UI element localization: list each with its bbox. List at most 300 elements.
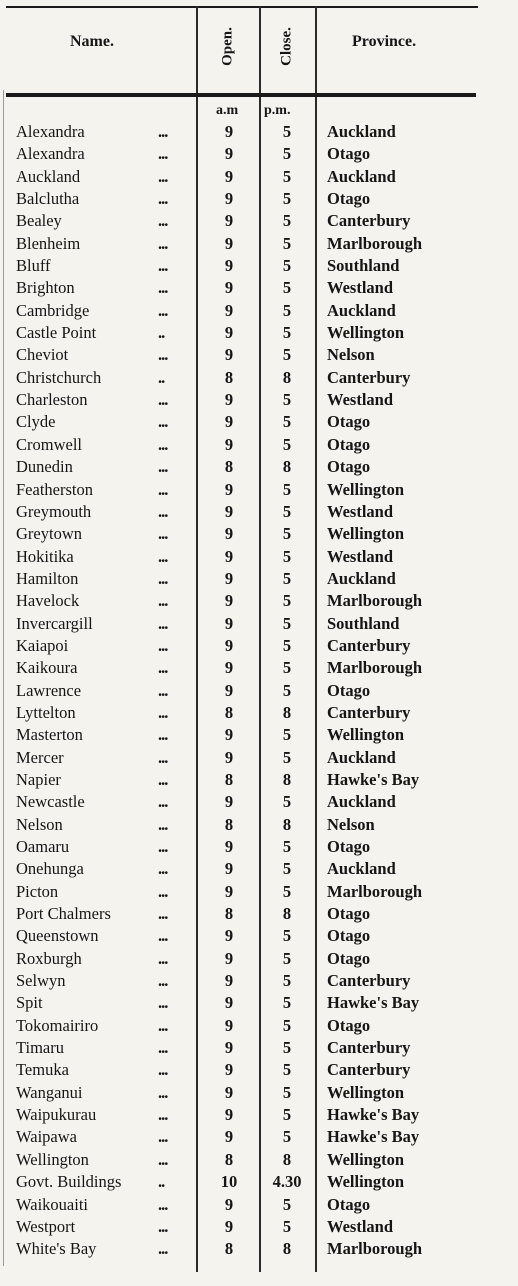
cell-name: Castle Point [16, 323, 97, 343]
table-row [0, 1037, 518, 1059]
table-row [0, 166, 518, 188]
cell-name: Kaiapoi [16, 635, 69, 655]
cell-close: 5 [282, 256, 292, 276]
cell-leader-dots: ... [158, 122, 168, 141]
cell-open: 8 [224, 702, 234, 722]
cell-name: Clyde [16, 412, 56, 432]
cell-leader-dots: ... [158, 434, 168, 454]
cell-close: 5 [282, 1060, 292, 1080]
cell-province: Canterbury [327, 702, 411, 722]
table-body [0, 121, 518, 1261]
cell-province: Nelson [327, 345, 375, 365]
cell-name: Roxburgh [16, 948, 82, 968]
cell-name: Brighton [16, 278, 75, 298]
cell-province: Otago [327, 144, 371, 164]
cell-close: 5 [282, 635, 292, 655]
cell-leader-dots: ... [158, 658, 168, 678]
cell-leader-dots: ... [158, 702, 168, 722]
cell-close: 8 [282, 1239, 292, 1259]
cell-name: Hamilton [16, 568, 79, 588]
cell-province: Otago [327, 1015, 371, 1035]
cell-close: 5 [282, 792, 292, 812]
cell-leader-dots: ... [158, 881, 168, 901]
cell-province: Otago [327, 434, 371, 454]
cell-name: Port Chalmers [16, 904, 111, 924]
table-row [0, 1082, 518, 1104]
cell-open: 10 [220, 1172, 238, 1192]
cell-close: 8 [282, 702, 292, 722]
table-row [0, 300, 518, 322]
cell-close: 5 [282, 434, 292, 454]
table-row [0, 546, 518, 568]
cell-open: 9 [224, 323, 234, 343]
cell-close: 5 [282, 859, 292, 879]
cell-open: 9 [224, 948, 234, 968]
cell-province: Canterbury [327, 635, 411, 655]
cell-close: 5 [282, 591, 292, 611]
cell-name: Cheviot [16, 345, 69, 365]
cell-leader-dots: ... [158, 278, 168, 298]
cell-name: Wellington [16, 1149, 89, 1169]
cell-close: 5 [282, 1216, 292, 1236]
cell-name: Kaikoura [16, 658, 78, 678]
cell-leader-dots: ... [158, 1149, 168, 1169]
cell-leader-dots: ... [158, 1060, 168, 1080]
cell-close: 5 [282, 122, 292, 141]
table-row [0, 523, 518, 545]
cell-leader-dots: ... [158, 926, 168, 946]
cell-open: 9 [224, 993, 234, 1013]
cell-province: Canterbury [327, 211, 411, 231]
cell-leader-dots: ... [158, 837, 168, 856]
cell-name: Govt. Buildings [16, 1172, 122, 1192]
cell-open: 9 [224, 971, 234, 991]
header-open: Open. [219, 27, 236, 66]
cell-close: 5 [282, 345, 292, 365]
cell-close: 5 [282, 568, 292, 588]
cell-name: Mercer [16, 747, 64, 767]
cell-province: Nelson [327, 814, 375, 834]
cell-province: Otago [327, 1194, 371, 1214]
table-row [0, 925, 518, 947]
cell-open: 9 [224, 658, 234, 678]
cell-leader-dots: ... [158, 189, 168, 209]
table-row [0, 635, 518, 657]
cell-open: 9 [224, 1015, 234, 1035]
cell-close: 5 [282, 479, 292, 499]
cell-name: Newcastle [16, 792, 85, 812]
cell-leader-dots: ... [158, 256, 168, 276]
cell-leader-dots: .. [158, 323, 165, 343]
table-row [0, 233, 518, 255]
cell-province: Otago [327, 948, 371, 968]
cell-province: Canterbury [327, 1060, 411, 1080]
cell-open: 9 [224, 568, 234, 588]
cell-close: 5 [282, 189, 292, 209]
cell-open: 9 [224, 1127, 234, 1147]
cell-province: Marlborough [327, 658, 423, 678]
cell-open: 9 [224, 144, 234, 164]
cell-leader-dots: ... [158, 680, 168, 700]
cell-close: 5 [282, 613, 292, 633]
cell-province: Westland [327, 390, 394, 410]
cell-province: Wellington [327, 479, 405, 499]
cell-leader-dots: ... [158, 747, 168, 767]
cell-province: Auckland [327, 747, 396, 767]
cell-name: Westport [16, 1216, 76, 1236]
table-row [0, 1104, 518, 1126]
cell-leader-dots: .. [158, 1172, 165, 1192]
cell-leader-dots: ... [158, 635, 168, 655]
cell-province: Wellington [327, 524, 405, 544]
cell-leader-dots: ... [158, 725, 168, 745]
cell-leader-dots: ... [158, 1216, 168, 1236]
cell-open: 8 [224, 1149, 234, 1169]
cell-name: Onehunga [16, 859, 84, 879]
cell-province: Otago [327, 457, 371, 477]
unit-pm: p.m. [264, 103, 291, 118]
cell-province: Auckland [327, 568, 396, 588]
cell-province: Otago [327, 189, 371, 209]
cell-close: 8 [282, 457, 292, 477]
header-close: Close. [278, 27, 295, 66]
cell-open: 9 [224, 256, 234, 276]
table-row [0, 367, 518, 389]
cell-name: Picton [16, 881, 59, 901]
cell-close: 5 [282, 1194, 292, 1214]
table-row [0, 210, 518, 232]
cell-province: Auckland [327, 792, 396, 812]
table-row [0, 948, 518, 970]
cell-province: Westland [327, 546, 394, 566]
cell-province: Marlborough [327, 591, 423, 611]
cell-name: Balclutha [16, 189, 80, 209]
cell-leader-dots: ... [158, 613, 168, 633]
cell-open: 9 [224, 233, 234, 253]
table-row [0, 479, 518, 501]
table-row [0, 791, 518, 813]
cell-open: 9 [224, 479, 234, 499]
cell-close: 5 [282, 926, 292, 946]
table-row [0, 613, 518, 635]
cell-leader-dots: ... [158, 479, 168, 499]
cell-close: 5 [282, 1015, 292, 1035]
table-row [0, 680, 518, 702]
cell-name: Temuka [16, 1060, 69, 1080]
cell-name: Masterton [16, 725, 83, 745]
cell-name: Featherston [16, 479, 93, 499]
cell-open: 9 [224, 613, 234, 633]
cell-open: 8 [224, 904, 234, 924]
table-row [0, 568, 518, 590]
table-row [0, 836, 518, 858]
cell-open: 9 [224, 546, 234, 566]
cell-name: Tokomairiro [16, 1015, 99, 1035]
cell-close: 8 [282, 814, 292, 834]
cell-province: Hawke's Bay [327, 1105, 420, 1125]
cell-province: Canterbury [327, 1038, 411, 1058]
cell-close: 5 [282, 166, 292, 186]
cell-province: Hawke's Bay [327, 1127, 420, 1147]
cell-name: Timaru [16, 1038, 64, 1058]
cell-close: 5 [282, 546, 292, 566]
cell-close: 8 [282, 1149, 292, 1169]
table-row [0, 1126, 518, 1148]
cell-name: Napier [16, 769, 61, 789]
table-row [0, 1216, 518, 1238]
cell-close: 5 [282, 1038, 292, 1058]
cell-leader-dots: ... [158, 211, 168, 231]
cell-province: Marlborough [327, 233, 423, 253]
table-row [0, 1149, 518, 1171]
table-row [0, 1238, 518, 1260]
table-row [0, 143, 518, 165]
cell-leader-dots: ... [158, 412, 168, 432]
cell-open: 9 [224, 300, 234, 320]
table-row [0, 188, 518, 210]
cell-province: Canterbury [327, 971, 411, 991]
cell-province: Otago [327, 904, 371, 924]
cell-open: 9 [224, 859, 234, 879]
cell-province: Southland [327, 256, 400, 276]
cell-leader-dots: ... [158, 591, 168, 611]
cell-name: Dunedin [16, 457, 73, 477]
table-row [0, 858, 518, 880]
cell-province: Wellington [327, 323, 405, 343]
cell-name: Alexandra [16, 144, 85, 164]
cell-open: 9 [224, 680, 234, 700]
cell-province: Auckland [327, 300, 396, 320]
cell-open: 9 [224, 278, 234, 298]
cell-open: 9 [224, 1082, 234, 1102]
cell-close: 5 [282, 524, 292, 544]
cell-close: 5 [282, 680, 292, 700]
cell-open: 9 [224, 122, 234, 141]
cell-close: 5 [282, 881, 292, 901]
cell-leader-dots: ... [158, 1015, 168, 1035]
cell-leader-dots: ... [158, 904, 168, 924]
cell-close: 5 [282, 948, 292, 968]
cell-province: Wellington [327, 1149, 405, 1169]
cell-close: 5 [282, 278, 292, 298]
cell-close: 5 [282, 747, 292, 767]
cell-name: Greymouth [16, 501, 92, 521]
cell-close: 5 [282, 658, 292, 678]
cell-leader-dots: ... [158, 1127, 168, 1147]
cell-close: 5 [282, 211, 292, 231]
cell-open: 9 [224, 725, 234, 745]
cell-open: 9 [224, 345, 234, 365]
table-row [0, 277, 518, 299]
cell-close: 5 [282, 144, 292, 164]
table-row [0, 411, 518, 433]
cell-province: Southland [327, 613, 400, 633]
cell-name: Bealey [16, 211, 62, 231]
cell-leader-dots: ... [158, 568, 168, 588]
cell-open: 9 [224, 635, 234, 655]
cell-open: 9 [224, 390, 234, 410]
table-row [0, 501, 518, 523]
cell-leader-dots: ... [158, 501, 168, 521]
table-row [0, 702, 518, 724]
cell-close: 5 [282, 323, 292, 343]
unit-am: a.m [216, 103, 239, 118]
cell-province: Otago [327, 926, 371, 946]
cell-name: Waipawa [16, 1127, 77, 1147]
cell-close: 5 [282, 725, 292, 745]
cell-name: Cromwell [16, 434, 82, 454]
cell-open: 8 [224, 769, 234, 789]
cell-open: 9 [224, 1105, 234, 1125]
cell-leader-dots: ... [158, 300, 168, 320]
table-row [0, 456, 518, 478]
table-row [0, 434, 518, 456]
table-row [0, 992, 518, 1014]
table-row [0, 389, 518, 411]
table-row [0, 657, 518, 679]
cell-province: Otago [327, 412, 371, 432]
header-name: Name. [70, 33, 114, 50]
cell-open: 9 [224, 926, 234, 946]
cell-leader-dots: ... [158, 233, 168, 253]
cell-name: Lyttelton [16, 702, 76, 722]
cell-province: Auckland [327, 859, 396, 879]
cell-open: 9 [224, 881, 234, 901]
cell-province: Wellington [327, 725, 405, 745]
cell-province: Otago [327, 837, 371, 856]
cell-name: Cambridge [16, 300, 90, 320]
cell-name: Auckland [16, 166, 81, 186]
table-row [0, 903, 518, 925]
cell-open: 8 [224, 367, 234, 387]
cell-name: Blenheim [16, 233, 81, 253]
table-row [0, 1171, 518, 1193]
cell-leader-dots: ... [158, 948, 168, 968]
cell-open: 9 [224, 747, 234, 767]
cell-close: 8 [282, 904, 292, 924]
table-row [0, 814, 518, 836]
cell-close: 5 [282, 993, 292, 1013]
cell-open: 9 [224, 211, 234, 231]
cell-leader-dots: ... [158, 524, 168, 544]
cell-open: 9 [224, 189, 234, 209]
cell-open: 9 [224, 524, 234, 544]
cell-province: Otago [327, 680, 371, 700]
cell-open: 9 [224, 792, 234, 812]
cell-leader-dots: ... [158, 769, 168, 789]
cell-name: White's Bay [16, 1239, 97, 1259]
cell-name: Selwyn [16, 971, 66, 991]
table-row [0, 769, 518, 791]
cell-open: 8 [224, 457, 234, 477]
top-rule [6, 6, 478, 8]
cell-open: 9 [224, 1060, 234, 1080]
cell-leader-dots: ... [158, 1105, 168, 1125]
cell-open: 9 [224, 434, 234, 454]
cell-open: 9 [224, 501, 234, 521]
cell-province: Auckland [327, 166, 396, 186]
cell-close: 5 [282, 1105, 292, 1125]
cell-name: Spit [16, 993, 43, 1013]
cell-open: 9 [224, 591, 234, 611]
cell-close: 5 [282, 971, 292, 991]
cell-open: 8 [224, 1239, 234, 1259]
cell-name: Charleston [16, 390, 88, 410]
cell-name: Hokitika [16, 546, 74, 566]
cell-leader-dots: ... [158, 859, 168, 879]
cell-province: Hawke's Bay [327, 993, 420, 1013]
cell-open: 9 [224, 1038, 234, 1058]
cell-province: Wellington [327, 1082, 405, 1102]
cell-close: 5 [282, 390, 292, 410]
cell-name: Lawrence [16, 680, 82, 700]
cell-name: Bluff [16, 256, 51, 276]
cell-close: 5 [282, 1082, 292, 1102]
cell-name: Queenstown [16, 926, 99, 946]
header-province: Province. [352, 33, 417, 50]
table-row [0, 747, 518, 769]
cell-province: Canterbury [327, 367, 411, 387]
cell-open: 9 [224, 1194, 234, 1214]
cell-name: Alexandra [16, 122, 85, 141]
cell-province: Marlborough [327, 1239, 423, 1259]
cell-leader-dots: ... [158, 993, 168, 1013]
cell-open: 9 [224, 1216, 234, 1236]
cell-province: Auckland [327, 122, 396, 141]
cell-leader-dots: ... [158, 792, 168, 812]
cell-leader-dots: ... [158, 814, 168, 834]
table-row [0, 881, 518, 903]
cell-name: Waipukurau [16, 1105, 97, 1125]
cell-name: Oamaru [16, 837, 70, 856]
cell-close: 5 [282, 233, 292, 253]
cell-province: Marlborough [327, 881, 423, 901]
table-row [0, 344, 518, 366]
cell-name: Nelson [16, 814, 63, 834]
cell-name: Havelock [16, 591, 80, 611]
cell-leader-dots: ... [158, 166, 168, 186]
cell-province: Westland [327, 501, 394, 521]
cell-leader-dots: ... [158, 971, 168, 991]
cell-name: Greytown [16, 524, 82, 544]
cell-leader-dots: ... [158, 390, 168, 410]
cell-close: 5 [282, 300, 292, 320]
cell-name: Wanganui [16, 1082, 83, 1102]
cell-close: 5 [282, 412, 292, 432]
table-row [0, 1015, 518, 1037]
cell-open: 9 [224, 837, 234, 856]
cell-close: 8 [282, 769, 292, 789]
table-row [0, 1194, 518, 1216]
cell-province: Hawke's Bay [327, 769, 420, 789]
cell-close: 4.30 [272, 1172, 302, 1192]
cell-leader-dots: ... [158, 546, 168, 566]
table-row [0, 322, 518, 344]
cell-province: Wellington [327, 1172, 405, 1192]
cell-close: 8 [282, 367, 292, 387]
cell-leader-dots: ... [158, 1082, 168, 1102]
table-row [0, 590, 518, 612]
header-rule [6, 93, 476, 97]
cell-name: Christchurch [16, 367, 102, 387]
table-row [0, 970, 518, 992]
cell-open: 8 [224, 814, 234, 834]
cell-leader-dots: ... [158, 1239, 168, 1259]
cell-leader-dots: .. [158, 367, 165, 387]
cell-leader-dots: ... [158, 1038, 168, 1058]
cell-name: Waikouaiti [16, 1194, 88, 1214]
cell-name: Invercargill [16, 613, 93, 633]
